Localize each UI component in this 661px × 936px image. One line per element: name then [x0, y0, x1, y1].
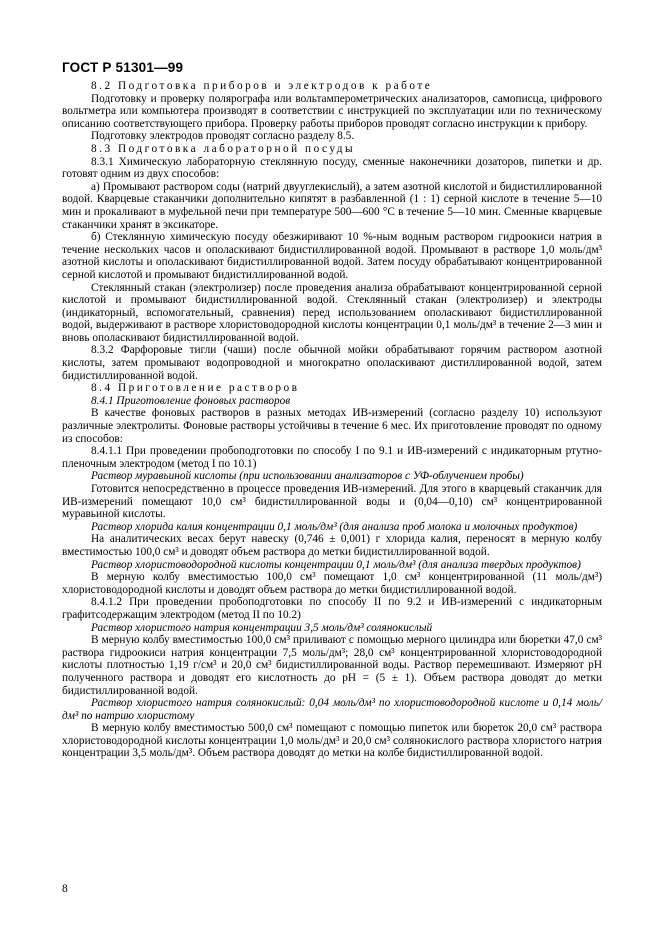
paragraph: На аналитических весах берут навеску (0,746 ± 0,001) г хлорида калия, переносят в мерную колбу вместимостью 100,0 см³ и доводят объем раствора до метки бидистиллированной водой.	[62, 533, 602, 558]
section-heading: 8.4 Приготовление растворов	[91, 382, 300, 395]
solution-heading: Раствор муравьиной кислоты (при использовании анализаторов с УФ-облучением пробы)	[91, 470, 524, 483]
subsection-heading: 8.4.1 Приготовление фоновых растворов	[91, 394, 291, 407]
solution-heading: Раствор хлористоводородной кислоты концентрации 0,1 моль/дм³ (для анализа твердых продуктов)	[91, 558, 581, 571]
paragraph: В мерную колбу вместимостью 500,0 см³ помещают с помощью пипеток или бюреток 20,0 см³ раствора хлористоводородной кислоты концентрации 1,0 моль/дм³ и 20,0 см³ солянокислого раствора хлористого натрия концентрации 3,5 моль/дм³. Объем раствора доводят до метки на колбе бидистиллированной водой.	[62, 722, 602, 760]
paragraph: 8.4.1.2 При проведении пробоподготовки по способу II по 9.2 и ИВ-измерений с индикаторным графитсодержащим электродом (метод II по 10.2)	[62, 596, 602, 621]
paragraph: 8.3.1 Химическую лабораторную стеклянную посуду, сменные наконечники дозаторов, пипетки и др. готовят одним из двух способов:	[62, 155, 602, 181]
solution-heading: Раствор хлористого натрия солянокислый: 0,04 моль/дм³ по хлористоводородной кислоте и 0,14 моль/дм³ по натрию хлористому	[62, 697, 602, 722]
paragraph: Готовится непосредственно в процессе проведения ИВ-измерений. Для этого в кварцевый стаканчик для ИВ-измерений помещают 10,0 см³ бидистиллированной воды и (0,04—0,10) см³ концентрированной муравьиной кислоты.	[62, 483, 602, 521]
paragraph: 8.4.1.1 При проведении пробоподготовки по способу I по 9.1 и ИВ-измерений с индикаторным ртутно-пленочным электродом (метод I по 10.1)	[62, 445, 602, 470]
paragraph: В мерную колбу вместимостью 100,0 см³ приливают с помощью мерного цилиндра или бюретки 47,0 см³ раствора гидроокиси натрия концентрации 7,5 моль/дм³; 28,0 см³ концентрированной хлористоводородной кислоты плотностью 1,19 г/см³ и 20,0 см³ бидистиллированной воды. Раствор перемешивают. Измеряют pH полученного раствора и доводят его кислотность до pH = (5 ± 1). Объем раствора доводят до метки бидистиллированной водой.	[62, 634, 602, 697]
body-text	[62, 80, 602, 760]
paragraph: а) Промывают раствором соды (натрий двууглекислый), а затем азотной кислотой и бидистиллированной водой. Кварцевые стаканчики дополнительно кипятят в разбавленной (1 : 1) серной кислоте в течение 5—10 мин и прокаливают в муфельной печи при температуре 500—600 °С в течение 5—10 мин. Сменные кварцевые стаканчики хранят в эксикаторе.	[62, 180, 602, 231]
paragraph: Подготовку и проверку полярографа или вольтамперометрических анализаторов, самописца, цифрового вольтметра или компьютера производят в соответствии с инструкцией по эксплуатации или по техническому описанию соответствующего прибора. Проверку работы приборов проводят согласно инструкции к прибору.	[62, 92, 602, 130]
paragraph: 8.3.2 Фарфоровые тигли (чаши) после обычной мойки обрабатывают горячим раствором азотной кислоты, затем промывают водопроводной и многократно ополаскивают дистиллированной водой, затем бидистиллированной водой.	[62, 344, 602, 382]
solution-heading: Раствор хлористого натрия концентрации 3,5 моль/дм³ солянокислый	[91, 621, 433, 634]
paragraph: Подготовку электродов проводят согласно разделу 8.5.	[91, 130, 355, 143]
paragraph: б) Стеклянную химическую посуду обезжиривают 10 %-ным водным раствором гидроокиси натрия в течение нескольких часов и ополаскивают бидистиллированной водой. Промывают в растворе 1,0 моль/дм³ азотной кислоты и ополаскивают бидистиллированной водой. Затем посуду обрабатывают концентрированной серной кислотой и промывают бидистиллированной водой.	[62, 231, 602, 281]
standard-header: ГОСТ Р 51301—99	[62, 60, 184, 75]
page-number: 8	[62, 883, 68, 895]
paragraph: В мерную колбу вместимостью 100,0 см³ помещают 1,0 см³ концентрированной (11 моль/дм³) хлористоводородной кислоты и доводят объем раствора до метки бидистиллированной водой.	[62, 571, 602, 596]
section-heading: 8.3 Подготовка лабораторной посуды	[91, 142, 356, 155]
section-heading: 8.2 Подготовка приборов и электродов к работе	[91, 80, 433, 92]
solution-heading: Раствор хлорида калия концентрации 0,1 моль/дм³ (для анализа проб молока и молочных продуктов)	[91, 520, 578, 533]
paragraph: Стеклянный стакан (электролизер) после проведения анализа обрабатывают концентрированной серной кислотой и промывают бидистиллированной водой. Стеклянный стакан (электролизер) и электроды (индикаторный, вспомогательный, сравнения) перед использованием ополаскивают бидистиллированной водой, выдерживают в растворе хлористоводородной кислоты концентрации 0,1 моль/дм³ в течение 2—3 мин и вновь ополаскивают бидистиллированной водой.	[62, 281, 602, 344]
paragraph: В качестве фоновых растворов в разных методах ИВ-измерений (согласно разделу 10) используют различные электролиты. Фоновые растворы устойчивы в течение 6 мес. Их приготовление проводят по одному из способов:	[62, 407, 602, 445]
